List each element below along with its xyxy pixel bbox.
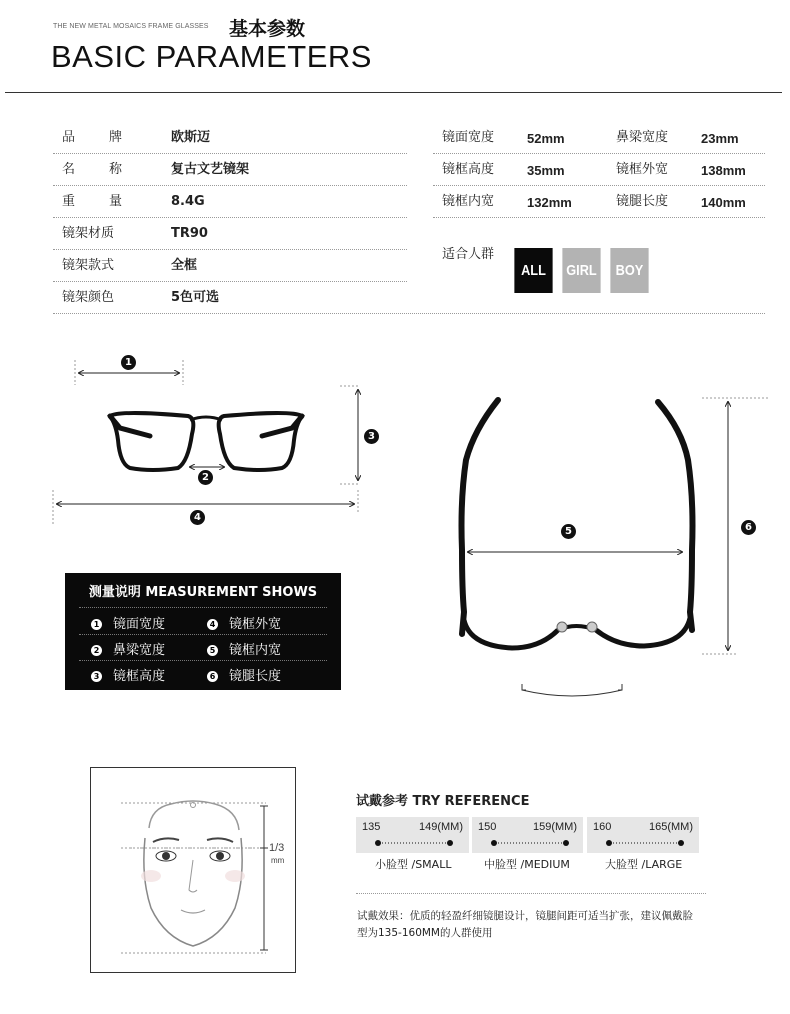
marker-5: 5: [561, 524, 576, 539]
top-view-diagram: [440, 390, 780, 700]
param-row-style: [53, 250, 407, 282]
size-box-small: [356, 817, 469, 853]
param-label: 镜框外宽: [616, 162, 669, 177]
try-reference-title: 试戴参考 TRY REFERENCE: [356, 794, 530, 809]
glasses-front-icon: [110, 413, 302, 470]
legend-divider: [79, 607, 327, 608]
param-value: TR90: [171, 226, 208, 241]
face-sketch-icon: [91, 768, 295, 972]
legend-item: 2 鼻梁宽度: [91, 639, 165, 658]
face-ratio-label: 1/3: [269, 842, 285, 854]
try-divider: [356, 893, 706, 894]
param-label: 镜面宽度: [442, 130, 495, 145]
size-label-small: 小脸型 /SMALL: [375, 858, 452, 871]
size-max: 165(MM): [648, 821, 693, 833]
param-row-brand: [53, 122, 407, 154]
param-label: 镜框高度: [442, 162, 495, 177]
size-box-large: [587, 817, 699, 853]
legend-item: 3 镜框高度: [91, 665, 165, 684]
param-value: 23mm: [701, 131, 739, 146]
size-max: 159(MM): [532, 821, 577, 833]
size-min: 150: [478, 821, 497, 833]
param-value: 复古文艺镜架: [171, 162, 250, 177]
param-label: 镜架颜色: [62, 290, 115, 305]
fit-tag-girl: GIRL: [562, 248, 600, 293]
face-ratio-unit: mm: [271, 856, 285, 865]
page-title: BASIC PARAMETERS: [51, 39, 372, 74]
params-right-table: [433, 122, 765, 218]
outer-width-dimension: [53, 490, 358, 525]
size-range-bar: [374, 839, 454, 847]
param-value: 全框: [171, 258, 198, 273]
param-label: 品 牌: [62, 130, 122, 145]
size-label-medium: 中脸型 /MEDIUM: [484, 858, 570, 871]
param-row-weight: [53, 186, 407, 218]
legend-divider: [79, 634, 327, 635]
params-left-table: [53, 122, 407, 282]
header-title-cn: 基本参数: [229, 18, 306, 40]
marker-2: 2: [198, 470, 213, 485]
marker-1: 1: [121, 355, 136, 370]
measurement-title: 测量说明 MEASUREMENT SHOWS: [88, 585, 318, 600]
param-row: [433, 186, 765, 218]
curvature-bracket: [522, 684, 622, 696]
param-row-name: [53, 154, 407, 186]
param-row: [433, 122, 765, 154]
param-value: 35mm: [527, 163, 565, 178]
temple-length-dimension: [702, 398, 770, 654]
size-max: 149(MM): [418, 821, 463, 833]
marker-4: 4: [190, 510, 205, 525]
param-value: 140mm: [701, 195, 746, 210]
legend-item: 5 镜框内宽: [207, 639, 281, 658]
legend-item: 4 镜框外宽: [207, 613, 281, 632]
param-label: 镜腿长度: [616, 194, 669, 209]
fit-label: 适合人群: [442, 247, 495, 262]
legend-item: 6 镜腿长度: [207, 665, 281, 684]
param-value: 52mm: [527, 131, 565, 146]
param-value: 8.4G: [171, 194, 205, 209]
size-label-large: 大脸型 /LARGE: [605, 858, 683, 871]
param-label: 镜框内宽: [442, 194, 495, 209]
param-value: 138mm: [701, 163, 746, 178]
legend-divider: [79, 660, 327, 661]
param-row: [433, 154, 765, 186]
glasses-top-icon: [462, 400, 693, 648]
marker-6: 6: [741, 520, 756, 535]
param-label: 重 量: [62, 194, 122, 209]
legend-item: 1 镜面宽度: [91, 613, 165, 632]
fit-tag-all: ALL: [514, 248, 552, 293]
measurement-legend: [65, 573, 341, 690]
face-diagram: [90, 767, 296, 973]
size-min: 160: [593, 821, 612, 833]
header-divider: [5, 92, 782, 93]
size-range-bar: [490, 839, 570, 847]
fit-tag-boy: BOY: [610, 248, 648, 293]
size-box-medium: [472, 817, 583, 853]
marker-3: 3: [364, 429, 379, 444]
param-row-color: [53, 282, 765, 314]
param-label: 镜架款式: [62, 258, 115, 273]
front-view-diagram: [40, 340, 380, 540]
param-label: 鼻梁宽度: [616, 130, 669, 145]
param-row-material: [53, 218, 407, 250]
param-label: 名 称: [62, 162, 122, 177]
size-min: 135: [362, 821, 381, 833]
size-range-bar: [605, 839, 685, 847]
param-value: 5色可选: [171, 290, 220, 305]
frame-height-dimension: [340, 386, 358, 484]
header-subtitle: THE NEW METAL MOSAICS FRAME GLASSES: [53, 23, 209, 30]
param-label: 镜架材质: [62, 226, 115, 241]
try-note: 试戴效果：优质的轻盈纤细镜腿设计，镜腿间距可适当扩张，建议佩戴脸型为135-160MM的人群使用: [357, 910, 693, 939]
param-value: 欧斯迈: [171, 130, 211, 145]
param-value: 132mm: [527, 195, 572, 210]
